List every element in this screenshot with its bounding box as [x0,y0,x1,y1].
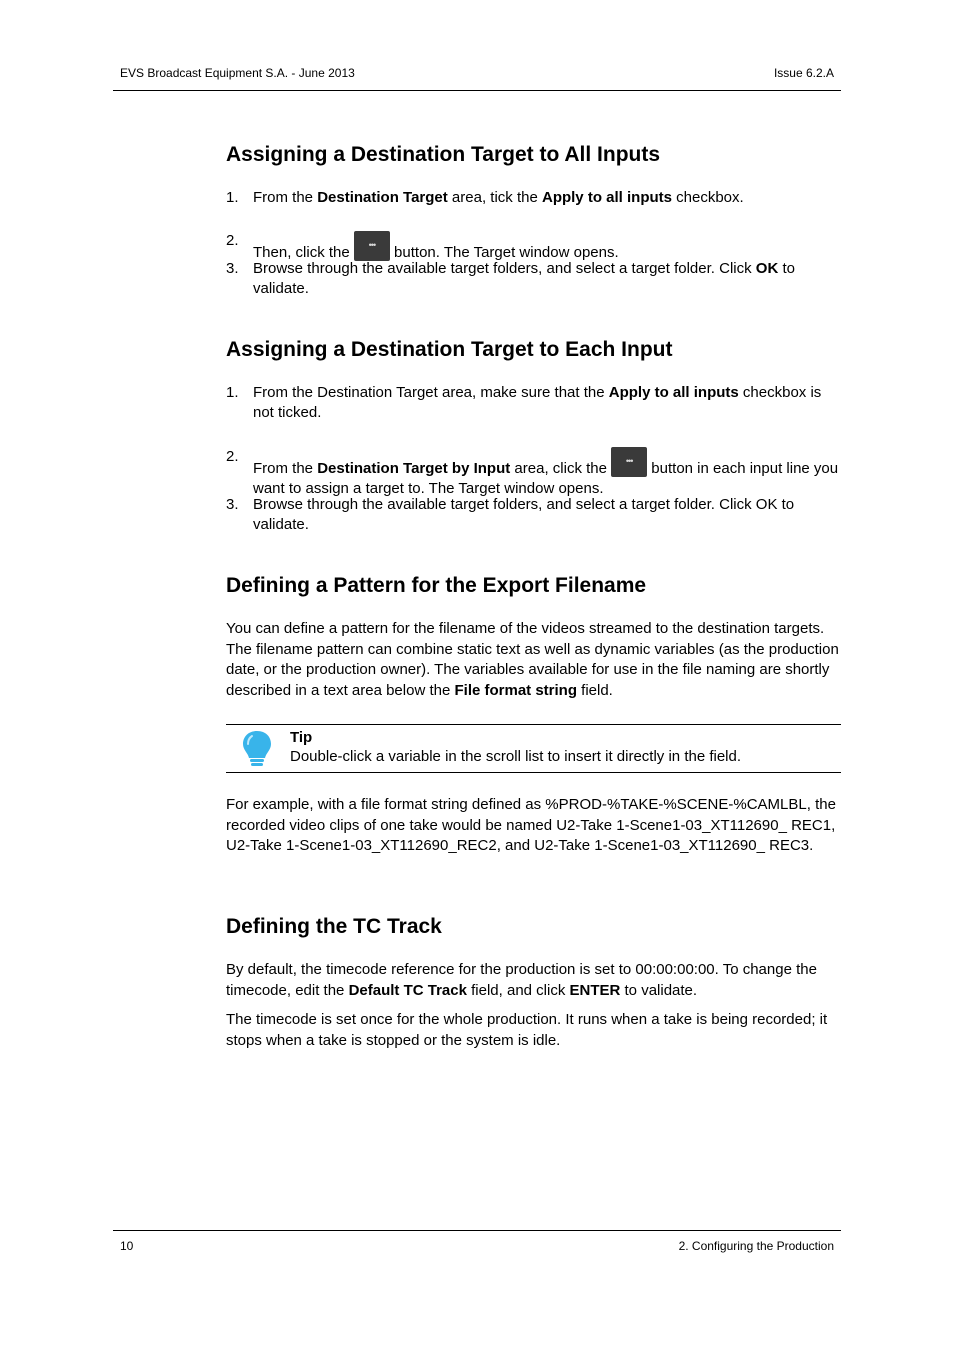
item-text: Then, click the ••• button. The Target window opens. [253,231,842,263]
browse-button[interactable]: ••• [611,447,647,477]
item-number: 2. [226,448,239,465]
paragraph: You can define a pattern for the filename of the videos streamed to the destination targets. The filename pattern can combine static text as well as dynamic variables (as the production date, or the production owner). The variables available for use in the file naming are shortly described in a text area below the File format string field. [226,620,839,699]
browse-button[interactable]: ••• [354,231,390,261]
item-text: From the Destination Target by Input area, click the ••• button in each input line you want to assign a target to. The Target window opens. [253,447,842,499]
paragraph: By default, the timecode reference for the production is set to 00:00:00:00. To change the timecode, edit the Default TC Track field, and click ENTER to validate. [226,961,817,999]
item-text: From the Destination Target area, tick the Apply to all inputs checkbox. [253,189,744,206]
heading-export-filename: Defining a Pattern for the Export Filename [226,574,647,597]
tip-body: Double-click a variable in the scroll list to insert it directly in the field. [290,748,742,765]
item-number: 2. [226,232,239,249]
item-number: 1. [226,384,239,401]
tip-title: Tip [290,729,313,746]
page-header [113,64,841,91]
page-number: 10 [120,1239,134,1253]
heading-each-input: Assigning a Destination Target to Each Input [226,338,673,361]
header-issue: Issue 6.2.A [773,66,834,80]
page-footer [113,1230,841,1253]
item-text: From the Destination Target area, make sure that the Apply to all inputs checkbox is not ticked. [253,384,822,421]
lightbulb-icon [241,730,273,768]
tip-box [226,724,841,773]
heading-all-inputs: Assigning a Destination Target to All Inputs [226,143,661,166]
item-number: 3. [226,260,239,277]
header-left: EVS Broadcast Equipment S.A. - June 2013 [120,66,355,80]
paragraph: The timecode is set once for the whole production. It runs when a take is being recorded; it stops when a take is stopped or the system is idle. [226,1011,828,1049]
chapter-title: 2. Configuring the Production [678,1239,834,1253]
heading-tc-track: Defining the TC Track [226,915,442,938]
paragraph: For example, with a file format string defined as %PROD-%TAKE-%SCENE-%CAMLBL, the recorded video clips of one take would be named U2-Take 1-Scene1-03_XT112690_ REC1, U2-Take 1-Scene1-03_XT112690_REC2, and U2-Take 1-Scene1-03_XT112690_ REC3. [226,796,836,854]
item-text: Browse through the available target folders, and select a target folder. Click OK to validate. [253,496,795,533]
item-number: 3. [226,496,239,513]
item-number: 1. [226,189,239,206]
item-text: Browse through the available target folders, and select a target folder. Click OK to validate. [253,260,795,297]
